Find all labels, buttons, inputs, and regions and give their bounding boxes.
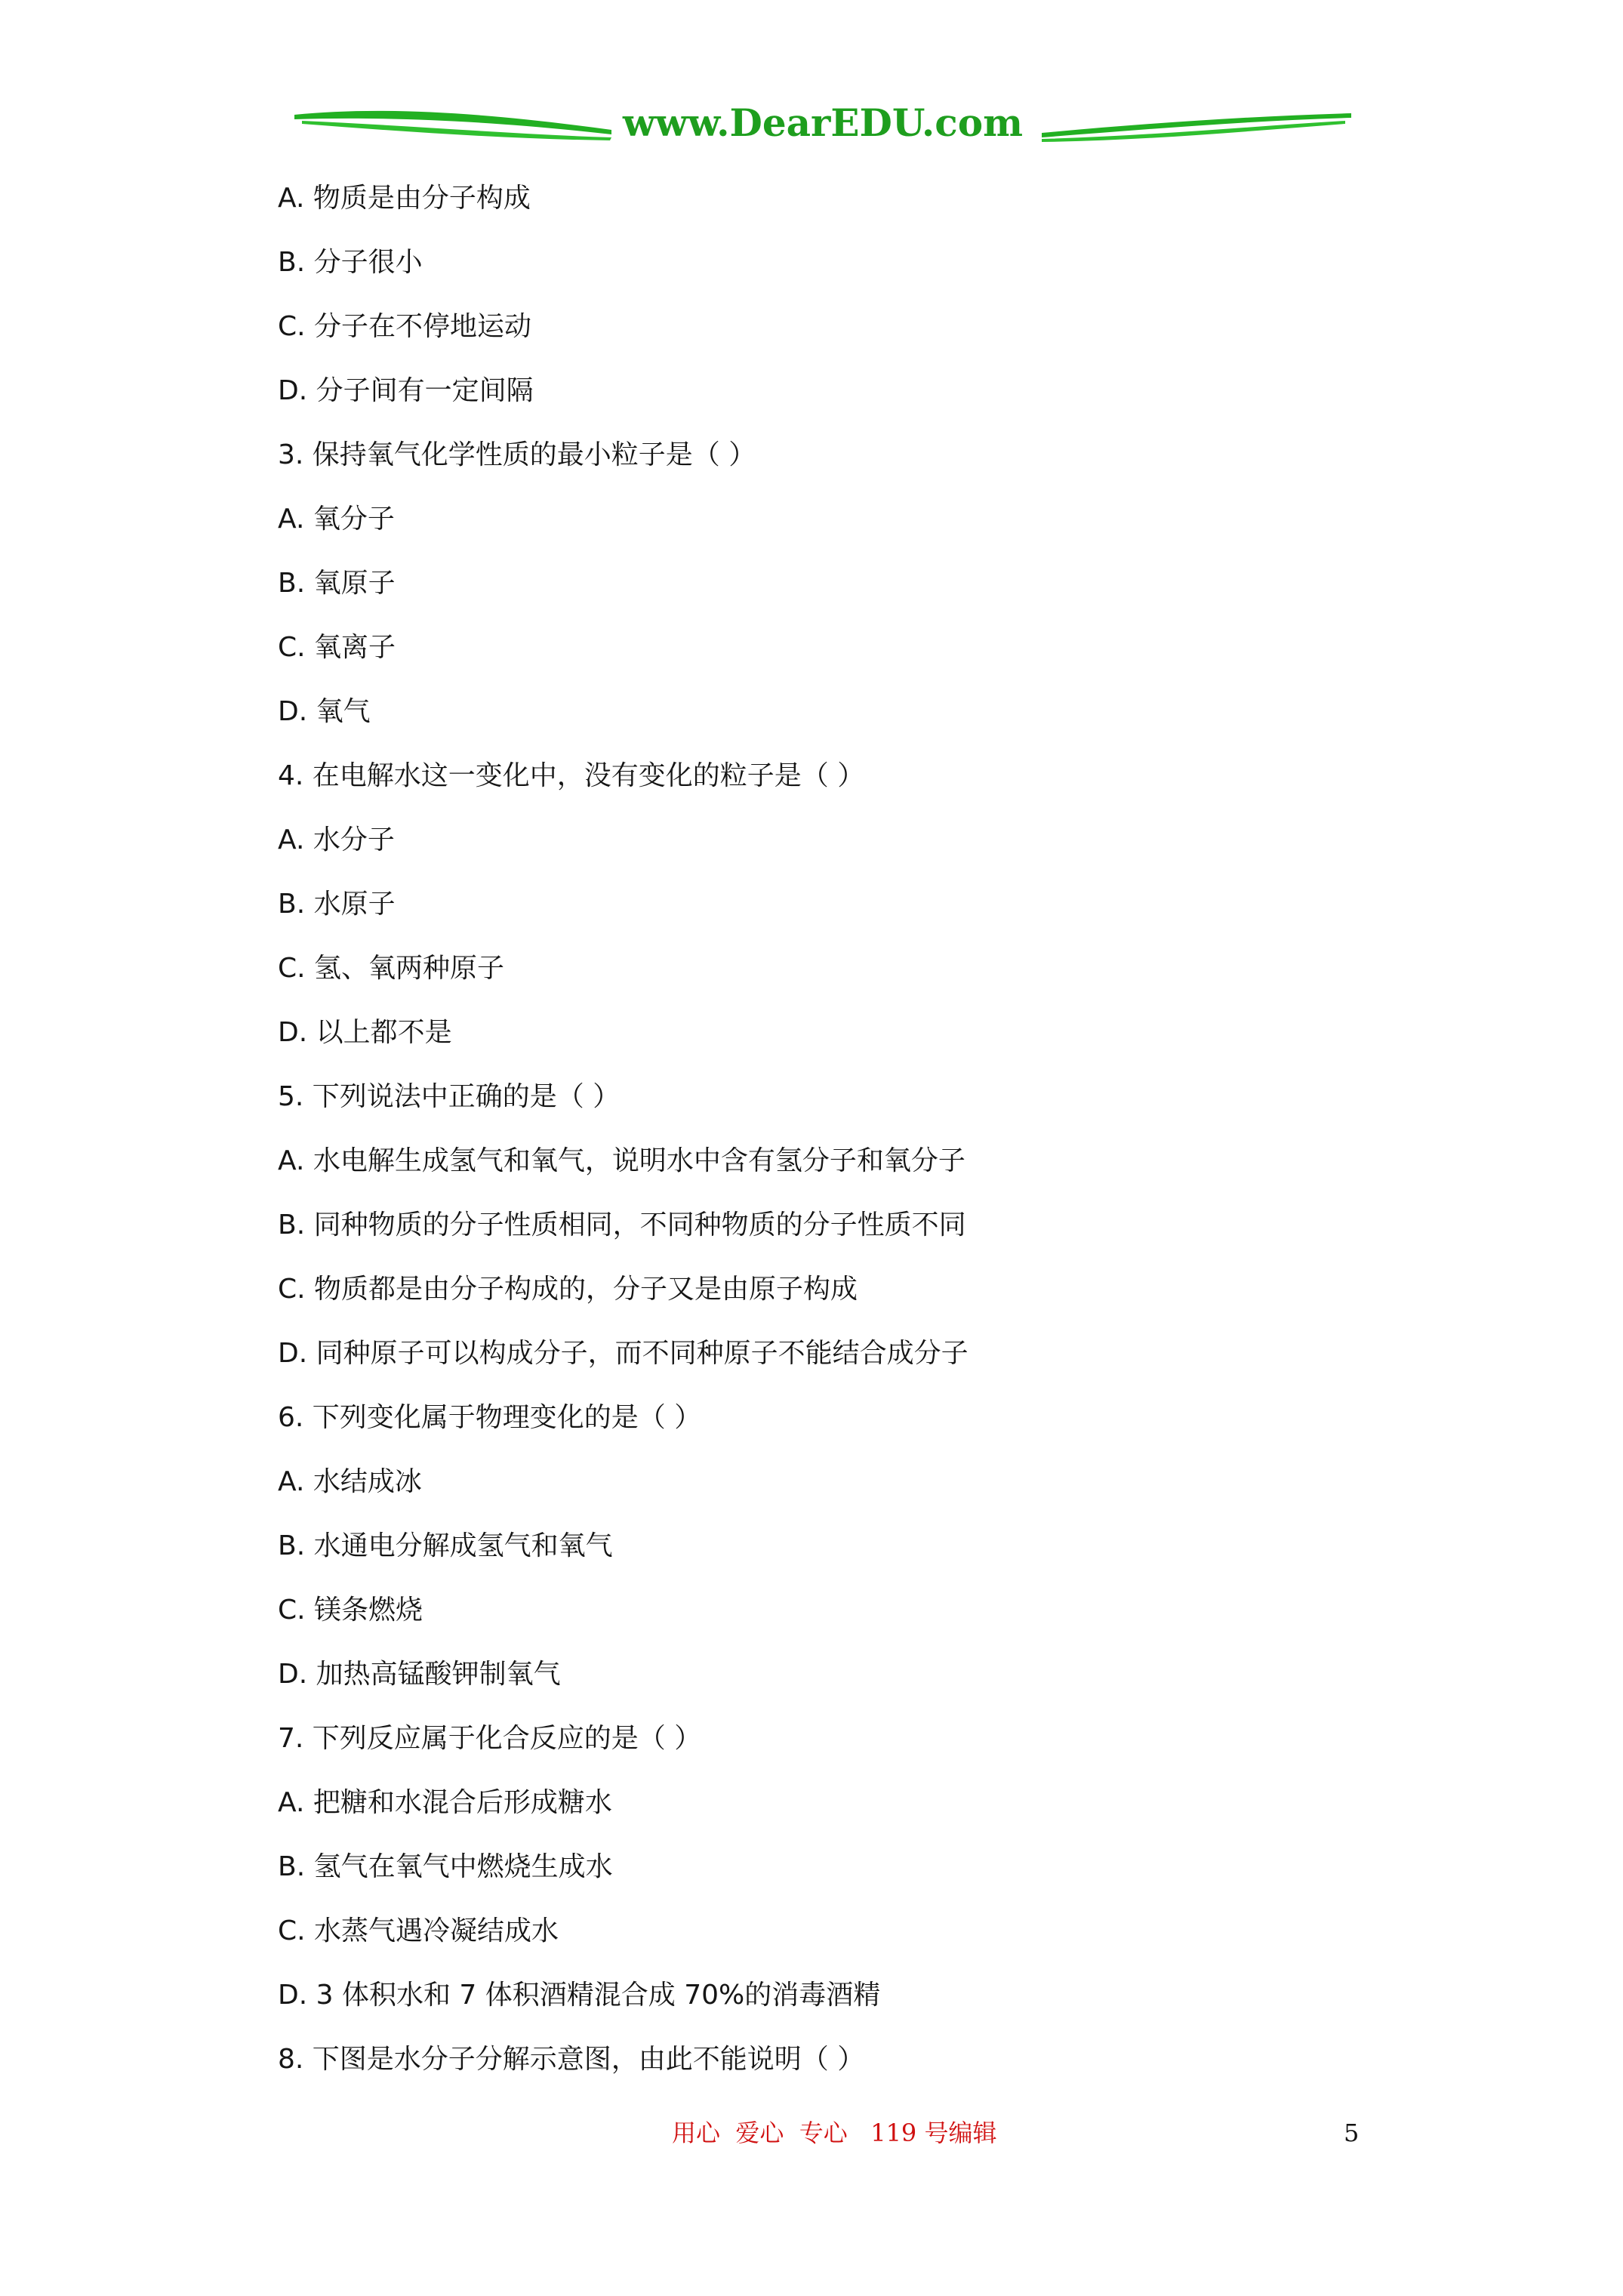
option-line: B. 氧原子 (278, 568, 396, 599)
option-line: C. 水蒸气遇冷凝结成水 (278, 1915, 559, 1946)
question-line: 5. 下列说法中正确的是（ ） (278, 1081, 621, 1112)
option-line: C. 镁条燃烧 (278, 1595, 423, 1626)
option-line: C. 氧离子 (278, 632, 396, 663)
question-line: 7. 下列反应属于化合反应的是（ ） (278, 1723, 702, 1754)
option-line: A. 把糖和水混合后形成糖水 (278, 1787, 612, 1818)
option-line: B. 分子很小 (278, 247, 423, 278)
option-line: A. 水结成冰 (278, 1466, 422, 1497)
page-number: 5 (1344, 2119, 1360, 2147)
option-line: C. 氢、氧两种原子 (278, 953, 505, 984)
option-line: A. 水分子 (278, 824, 395, 855)
site-title: www.DearEDU.com (622, 100, 1023, 145)
option-line: A. 水电解生成氢气和氧气，说明水中含有氢分子和氧分子 (278, 1145, 965, 1176)
page-header (294, 91, 1351, 159)
question-line: 6. 下列变化属于物理变化的是（ ） (278, 1402, 702, 1433)
option-line: D. 同种原子可以构成分子，而不同种原子不能结合成分子 (278, 1338, 969, 1369)
option-line: B. 同种物质的分子性质相同，不同种物质的分子性质不同 (278, 1210, 966, 1240)
footer-note: 用心 爱心 专心 119 号编辑 (672, 2119, 997, 2147)
option-line: D. 加热高锰酸钾制氧气 (278, 1659, 561, 1690)
question-line: 3. 保持氧气化学性质的最小粒子是（ ） (278, 439, 756, 470)
option-line: D. 氧气 (278, 696, 371, 727)
option-line: B. 水通电分解成氢气和氧气 (278, 1530, 613, 1561)
question-line: 4. 在电解水这一变化中，没有变化的粒子是（ ） (278, 760, 865, 791)
option-line: B. 氢气在氧气中燃烧生成水 (278, 1851, 613, 1882)
option-line: C. 分子在不停地运动 (278, 311, 532, 342)
option-line: D. 分子间有一定间隔 (278, 375, 534, 406)
option-line: B. 水原子 (278, 889, 396, 920)
option-line: D. 3 体积水和 7 体积酒精混合成 70%的消毒酒精 (278, 1980, 881, 2011)
option-line: D. 以上都不是 (278, 1017, 452, 1048)
option-line: A. 氧分子 (278, 504, 395, 535)
option-line: C. 物质都是由分子构成的，分子又是由原子构成 (278, 1274, 858, 1305)
question-line: 8. 下图是水分子分解示意图，由此不能说明（ ） (278, 2044, 865, 2075)
option-line: A. 物质是由分子构成 (278, 183, 531, 214)
question-list (278, 166, 1410, 2091)
